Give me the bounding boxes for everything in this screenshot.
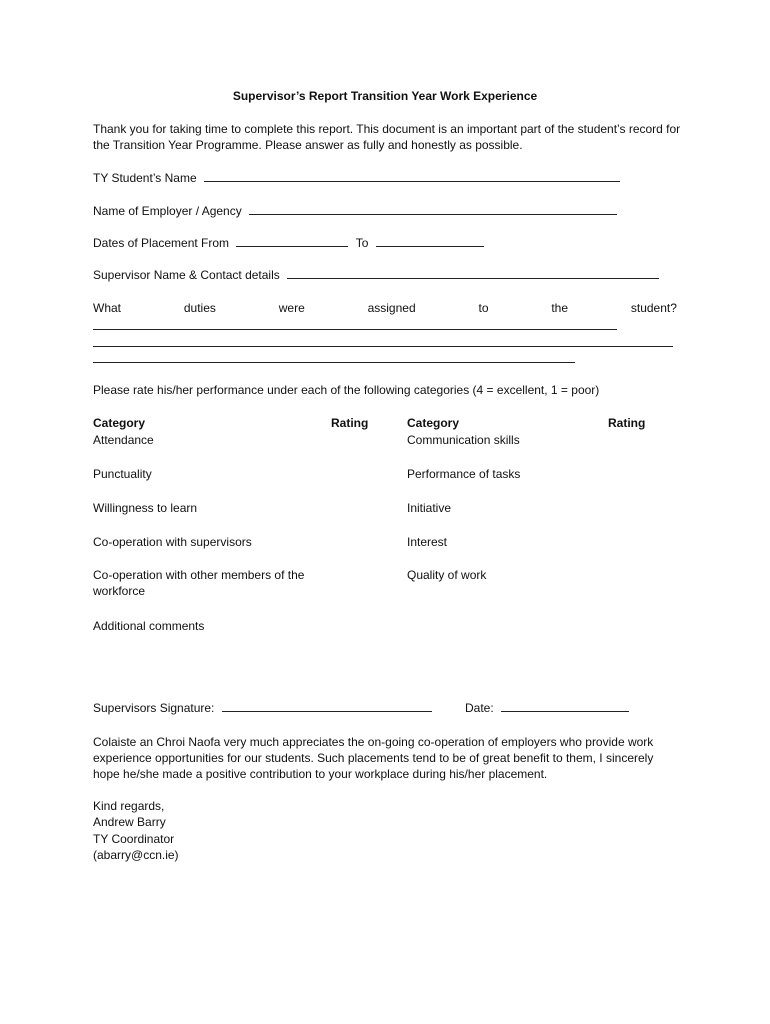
duties-answer-line[interactable] bbox=[93, 329, 617, 330]
category-cooperation-workforce: Co-operation with other members of the workforce bbox=[93, 568, 305, 598]
category-communication: Communication skills bbox=[407, 433, 520, 447]
employer-row bbox=[93, 203, 617, 219]
dates-from-field[interactable] bbox=[236, 235, 348, 247]
closing-paragraph: Colaiste an Chroi Naofa very much appreciates the on-going co-operation of employers who provide work experience opportunities for our students. Such placements tend to be of great benefit to them, I sincerely hope he/she made a positive contribution to your workplace during his/her placement. bbox=[93, 735, 654, 781]
supervisor-label: Supervisor Name & Contact details bbox=[93, 268, 280, 282]
dates-to-label: To bbox=[355, 236, 369, 250]
supervisor-row bbox=[93, 267, 659, 283]
dates-to-field[interactable] bbox=[376, 235, 484, 247]
signature-label: Supervisors Signature: bbox=[93, 701, 215, 715]
category-interest: Interest bbox=[407, 535, 448, 549]
rating-instructions: Please rate his/her performance under each of the following categories (4 = excellent, 1 = poor) bbox=[93, 383, 600, 397]
duties-word: assigned bbox=[367, 301, 416, 315]
date-label: Date: bbox=[465, 701, 494, 715]
duties-word: duties bbox=[183, 301, 216, 315]
left-rating-header: Rating bbox=[331, 416, 369, 430]
employer-field[interactable] bbox=[249, 203, 617, 215]
category-willingness: Willingness to learn bbox=[93, 501, 198, 515]
duties-answer-line[interactable] bbox=[93, 362, 575, 363]
regards-line: Kind regards, bbox=[93, 799, 165, 813]
duties-word: student? bbox=[630, 301, 677, 315]
category-quality: Quality of work bbox=[407, 568, 487, 582]
duties-word: the bbox=[551, 301, 569, 315]
right-rating-header: Rating bbox=[608, 416, 646, 430]
placement-dates-row bbox=[93, 235, 484, 251]
document-title: Supervisor’s Report Transition Year Work Experience bbox=[232, 89, 538, 103]
student-name-label: TY Student’s Name bbox=[93, 171, 197, 185]
date-field[interactable] bbox=[501, 700, 629, 712]
category-attendance: Attendance bbox=[93, 433, 154, 447]
category-performance: Performance of tasks bbox=[407, 467, 521, 481]
signature-row bbox=[93, 700, 432, 716]
duties-answer-line[interactable] bbox=[93, 346, 673, 347]
coordinator-name: Andrew Barry bbox=[93, 815, 166, 829]
right-category-header: Category bbox=[407, 416, 460, 430]
employer-label: Name of Employer / Agency bbox=[93, 204, 242, 218]
supervisor-field[interactable] bbox=[287, 267, 659, 279]
duties-word: were bbox=[278, 301, 305, 315]
student-name-field[interactable] bbox=[204, 170, 620, 182]
duties-question bbox=[93, 300, 677, 316]
date-row bbox=[465, 700, 629, 716]
category-initiative: Initiative bbox=[407, 501, 452, 515]
signature-field[interactable] bbox=[222, 700, 432, 712]
coordinator-email: (abarry@ccn.ie) bbox=[93, 848, 179, 862]
category-punctuality: Punctuality bbox=[93, 467, 152, 481]
additional-comments-label: Additional comments bbox=[93, 619, 205, 633]
left-category-header: Category bbox=[93, 416, 146, 430]
coordinator-role: TY Coordinator bbox=[93, 832, 175, 846]
dates-from-label: Dates of Placement From bbox=[93, 236, 230, 250]
duties-word: What bbox=[93, 301, 122, 315]
student-name-row bbox=[93, 170, 620, 186]
duties-word: to bbox=[478, 301, 489, 315]
intro-paragraph: Thank you for taking time to complete this report. This document is an important part of the student’s record for the Transition Year Programme. Please answer as fully and honestly as possible. bbox=[93, 122, 681, 152]
category-cooperation-supervisors: Co-operation with supervisors bbox=[93, 535, 252, 549]
